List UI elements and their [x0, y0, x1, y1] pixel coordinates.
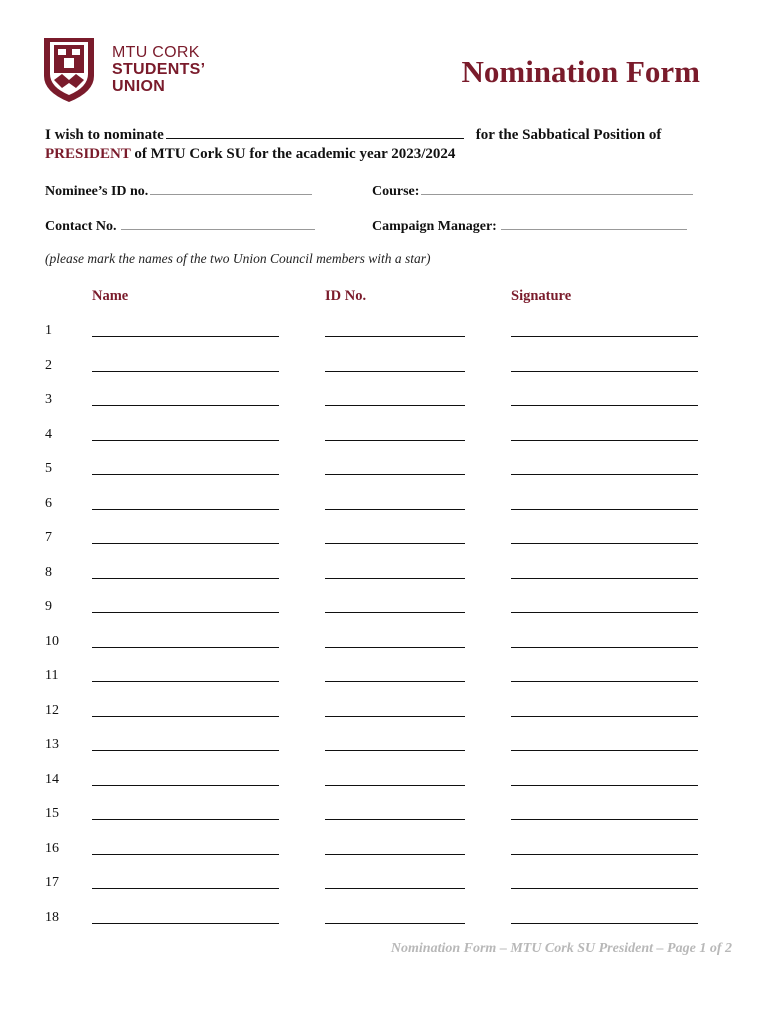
table-row [0, 460, 770, 494]
course-row [372, 181, 693, 200]
row-number: 16 [45, 840, 59, 856]
table-row [0, 840, 770, 874]
table-row [0, 805, 770, 839]
logo-line-2: STUDENTS’ [112, 61, 206, 78]
logo-line-3: UNION [112, 78, 166, 95]
table-row [0, 426, 770, 460]
row-number: 9 [45, 599, 52, 614]
id-field[interactable] [325, 647, 465, 648]
id-field[interactable] [325, 371, 465, 372]
table-row [0, 564, 770, 598]
contact-field[interactable] [121, 216, 315, 230]
id-field[interactable] [325, 716, 465, 717]
name-field[interactable] [92, 785, 279, 786]
signature-field[interactable] [511, 371, 698, 372]
row-number: 1 [45, 323, 52, 338]
id-field[interactable] [325, 888, 465, 889]
id-field[interactable] [325, 681, 465, 682]
nominee-id-row [45, 181, 312, 200]
signature-field[interactable] [511, 785, 698, 786]
row-number: 15 [45, 806, 59, 821]
instruction-note: (please mark the names of the two Union Council members with a star) [45, 251, 431, 266]
row-number: 6 [45, 495, 52, 511]
intro-suffix: for the Sabbatical Position of [475, 127, 662, 143]
table-row [0, 322, 770, 356]
table-row [0, 357, 770, 391]
name-field[interactable] [92, 923, 279, 924]
row-number: 13 [45, 737, 59, 752]
page-title: Nomination Form [461, 54, 700, 89]
id-field[interactable] [325, 543, 465, 544]
table-row [0, 667, 770, 701]
name-field[interactable] [92, 405, 279, 406]
intro-rest: of MTU Cork SU for the academic year 2023/2024 [130, 146, 456, 162]
row-number: 14 [45, 771, 59, 787]
table-row [0, 529, 770, 563]
table-row [0, 391, 770, 425]
signature-field[interactable] [511, 819, 698, 820]
id-field[interactable] [325, 474, 465, 475]
id-field[interactable] [325, 405, 465, 406]
signature-field[interactable] [511, 888, 698, 889]
name-field[interactable] [92, 371, 279, 372]
logo-line-1: MTU CORK [112, 44, 200, 61]
name-field[interactable] [92, 474, 279, 475]
id-field[interactable] [325, 750, 465, 751]
row-number: 10 [45, 633, 59, 649]
id-field[interactable] [325, 785, 465, 786]
campaign-manager-label: Campaign Manager: [372, 219, 497, 234]
name-field[interactable] [92, 509, 279, 510]
table-row [0, 495, 770, 529]
signature-field[interactable] [511, 647, 698, 648]
nomination-statement [45, 124, 705, 164]
table-row [0, 633, 770, 667]
row-number: 18 [45, 909, 59, 925]
row-number: 17 [45, 875, 59, 890]
campaign-manager-row [372, 216, 687, 235]
table-row [0, 771, 770, 805]
contact-label: Contact No. [45, 219, 117, 234]
id-field[interactable] [325, 336, 465, 337]
course-label: Course: [372, 184, 420, 199]
row-number: 12 [45, 702, 59, 718]
row-number: 8 [45, 564, 52, 580]
signature-field[interactable] [511, 681, 698, 682]
name-field[interactable] [92, 578, 279, 579]
signature-field[interactable] [511, 405, 698, 406]
signature-field[interactable] [511, 440, 698, 441]
table-row [0, 874, 770, 908]
row-number: 4 [45, 426, 52, 442]
name-field[interactable] [92, 888, 279, 889]
signature-field[interactable] [511, 750, 698, 751]
name-field[interactable] [92, 716, 279, 717]
name-field[interactable] [92, 612, 279, 613]
id-field[interactable] [325, 819, 465, 820]
intro-prefix: I wish to nominate [45, 127, 164, 143]
id-field[interactable] [325, 612, 465, 613]
signature-field[interactable] [511, 474, 698, 475]
name-field[interactable] [92, 854, 279, 855]
name-field[interactable] [92, 647, 279, 648]
table-row [0, 736, 770, 770]
row-number: 3 [45, 392, 52, 407]
contact-row [45, 216, 315, 235]
column-header-name: Name [92, 288, 129, 304]
row-number: 2 [45, 357, 52, 373]
position-name: PRESIDENT [45, 146, 131, 162]
signature-field[interactable] [511, 716, 698, 717]
signature-field[interactable] [511, 336, 698, 337]
row-number: 5 [45, 461, 52, 476]
nominee-id-field[interactable] [150, 181, 312, 195]
signature-field[interactable] [511, 543, 698, 544]
nominee-name-field[interactable] [166, 124, 464, 139]
table-row [0, 702, 770, 736]
mtu-cork-su-logo [42, 36, 242, 106]
table-row [0, 598, 770, 632]
name-field[interactable] [92, 543, 279, 544]
crest-icon [42, 36, 96, 104]
name-field[interactable] [92, 750, 279, 751]
signature-field[interactable] [511, 612, 698, 613]
page-footer: Nomination Form – MTU Cork SU President – Page 1 of 2 [390, 941, 732, 956]
signature-field[interactable] [511, 509, 698, 510]
id-field[interactable] [325, 854, 465, 855]
id-field[interactable] [325, 923, 465, 924]
signature-field[interactable] [511, 923, 698, 924]
column-header-signature: Signature [511, 288, 572, 304]
signature-field[interactable] [511, 854, 698, 855]
name-field[interactable] [92, 681, 279, 682]
signature-field[interactable] [511, 578, 698, 579]
name-field[interactable] [92, 336, 279, 337]
column-header-id: ID No. [325, 288, 367, 304]
row-number: 11 [45, 668, 59, 683]
course-field[interactable] [421, 181, 693, 195]
id-field[interactable] [325, 509, 465, 510]
campaign-manager-field[interactable] [501, 216, 687, 230]
id-field[interactable] [325, 578, 465, 579]
id-field[interactable] [325, 440, 465, 441]
name-field[interactable] [92, 440, 279, 441]
name-field[interactable] [92, 819, 279, 820]
nominee-id-label: Nominee’s ID no. [45, 184, 149, 199]
row-number: 7 [45, 530, 52, 545]
table-row [0, 909, 770, 943]
